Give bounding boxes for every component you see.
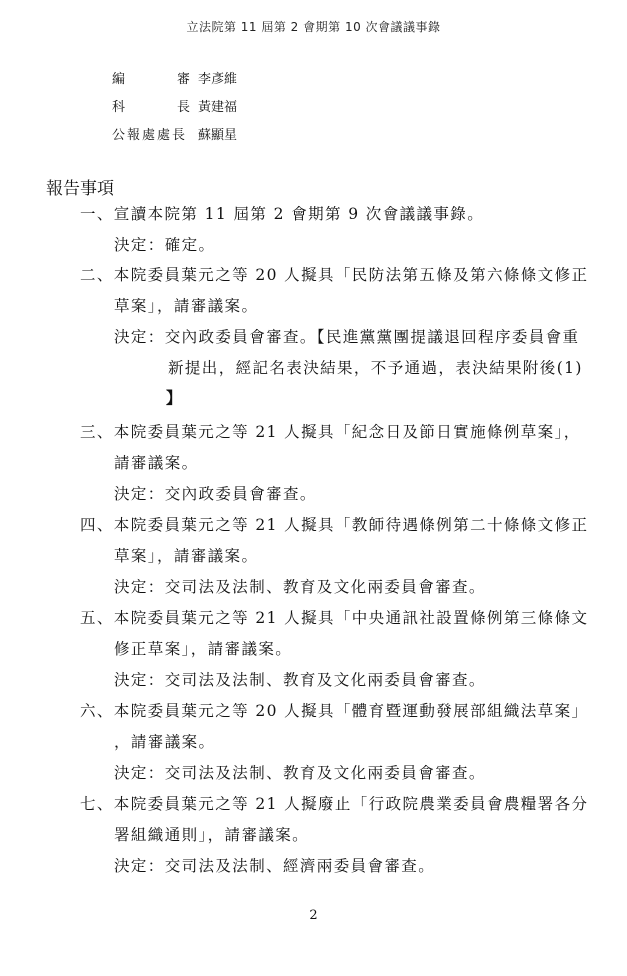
staff-title: 科 長 [112, 100, 191, 115]
agenda-item-2: 二、本院委員葉元之等 20 人擬具「民防法第五條及第六條條文修正 [80, 266, 589, 284]
running-header: 立法院第 11 屆第 2 會期第 10 次會議議事錄 [186, 20, 441, 34]
staff-title: 編 審 [112, 72, 191, 87]
agenda-item-4: 四、本院委員葉元之等 21 人擬具「教師待遇條例第二十條條文修正 [80, 516, 589, 534]
agenda-item-3-cont: 請審議案。 [114, 454, 199, 472]
agenda-item-3: 三、本院委員葉元之等 21 人擬具「紀念日及節日實施條例草案」， [80, 423, 581, 441]
decision-6: 決定：交司法及法制、教育及文化兩委員會審查。 [114, 764, 486, 782]
decision-2-cont: 新提出，經記名表決結果，不予通過，表決結果附後(1) [168, 359, 583, 377]
decision-2-cont: 】 [166, 388, 183, 407]
staff-title: 公報處處長 [112, 128, 188, 143]
decision-5: 決定：交司法及法制、教育及文化兩委員會審查。 [114, 671, 486, 689]
decision-4: 決定：交司法及法制、教育及文化兩委員會審查。 [114, 578, 486, 596]
decision-3: 決定：交內政委員會審查。 [114, 485, 317, 503]
agenda-item-5: 五、本院委員葉元之等 21 人擬具「中央通訊社設置條例第三條條文 [80, 609, 589, 627]
agenda-item-6-cont: ，請審議案。 [114, 733, 216, 751]
section-title: 報告事項 [46, 179, 114, 199]
agenda-item-7: 七、本院委員葉元之等 21 人擬廢止「行政院農業委員會農糧署各分 [80, 795, 589, 813]
staff-name: 蘇顯星 [198, 128, 238, 143]
decision-1: 決定：確定。 [114, 236, 216, 254]
agenda-item-4-cont: 草案」，請審議案。 [114, 547, 259, 565]
page-number: 2 [309, 908, 318, 923]
staff-name: 黃建福 [198, 100, 238, 115]
agenda-item-1: 一、宣讀本院第 11 屆第 2 會期第 9 次會議議事錄。 [80, 205, 485, 223]
decision-2: 決定：交內政委員會審查。【民進黨黨團提議退回程序委員會重 [114, 328, 580, 346]
decision-7: 決定：交司法及法制、經濟兩委員會審查。 [114, 857, 436, 875]
agenda-item-7-cont: 署組織通則」，請審議案。 [114, 826, 310, 844]
agenda-item-6: 六、本院委員葉元之等 20 人擬具「體育暨運動發展部組織法草案」 [80, 702, 589, 720]
staff-name: 李彥維 [198, 72, 238, 87]
agenda-item-5-cont: 修正草案」，請審議案。 [114, 640, 293, 658]
agenda-item-2-cont: 草案」，請審議案。 [114, 297, 259, 315]
